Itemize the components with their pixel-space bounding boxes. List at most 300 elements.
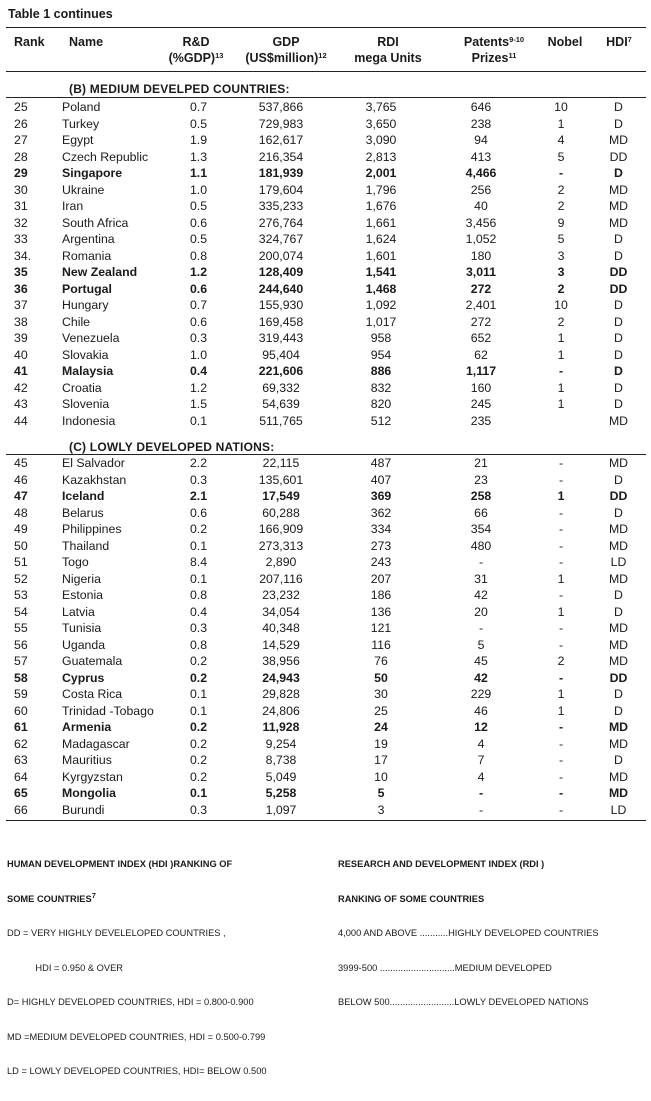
table-row [6, 703, 646, 720]
cell-hdi: MD [608, 456, 629, 470]
cell-hdi: D [614, 472, 623, 487]
cell-rdi: 207 [370, 571, 392, 586]
cell-name: Croatia [62, 380, 102, 395]
top-rule [6, 27, 646, 28]
cell-gdp: 135,601 [258, 472, 304, 487]
cell-hdi: D [614, 588, 623, 602]
cell-rd: 0.5 [189, 232, 208, 246]
cell-name: Cyprus [62, 670, 105, 685]
table-row [6, 99, 646, 116]
table-row [6, 380, 646, 397]
table-row [6, 330, 646, 347]
cell-rank: 42 [14, 380, 28, 395]
cell-hdi: MD [608, 538, 629, 553]
cell-nobel: 4 [557, 133, 565, 147]
cell-rd: 0.8 [189, 637, 208, 652]
cell-rd: 2.2 [189, 456, 208, 470]
cell-patents: - [478, 621, 484, 635]
hdi-footnote-line: LD = LOWLY DEVELOPED COUNTRIES, HDI= BELOW 0.500 [7, 1066, 267, 1076]
table-row [6, 604, 646, 621]
cell-gdp: 221,606 [258, 364, 304, 378]
header-hdi-ref: 7 [627, 35, 632, 44]
cell-hdi: MD [608, 199, 629, 213]
cell-rank: 64 [14, 769, 28, 784]
cell-patents: 480 [470, 538, 492, 553]
cell-rdi: 407 [370, 472, 392, 487]
cell-hdi: DD [609, 265, 628, 279]
header-patents-line2: Prizes [471, 51, 509, 65]
cell-patents: 66 [474, 505, 488, 520]
cell-rank: 32 [14, 215, 28, 230]
cell-nobel: - [558, 166, 564, 180]
cell-name: Portugal [62, 281, 112, 296]
cell-hdi: DD [609, 489, 628, 503]
cell-rank: 31 [14, 199, 28, 213]
cell-name: Chile [62, 314, 91, 329]
cell-rdi: 3,650 [365, 116, 397, 131]
cell-gdp: 8,738 [265, 753, 297, 767]
hdi-footnote-line: HDI = 0.950 & OVER [7, 962, 123, 973]
cell-rank: 55 [14, 621, 28, 635]
cell-rank: 66 [14, 802, 28, 817]
cell-gdp: 319,443 [258, 331, 304, 345]
header-rd-line1: R&D [182, 35, 210, 49]
cell-nobel: 1 [557, 380, 565, 395]
cell-nobel: 2 [557, 182, 565, 197]
header-rank: Rank [14, 35, 45, 49]
cell-hdi: DD [609, 281, 628, 296]
cell-gdp: 24,943 [262, 670, 300, 685]
cell-gdp: 22,115 [262, 456, 300, 470]
cell-nobel: - [558, 522, 564, 536]
cell-hdi: DD [609, 149, 628, 164]
cell-patents: - [478, 555, 484, 569]
cell-name: Thailand [62, 538, 110, 553]
table-row [6, 686, 646, 703]
cell-name: Egypt [62, 133, 94, 147]
cell-gdp: 169,458 [258, 314, 304, 329]
cell-rd: 0.8 [189, 248, 208, 263]
cell-rank: 57 [14, 654, 28, 668]
cell-hdi: MD [608, 413, 629, 428]
header-hdi-label: HDI [606, 35, 628, 49]
cell-rd: 0.1 [189, 413, 208, 428]
cell-name: Ukraine [62, 182, 105, 197]
cell-name: Trinidad -Tobago [62, 703, 154, 718]
cell-hdi: D [614, 100, 623, 114]
cell-name: Mauritius [62, 753, 112, 767]
table-row [6, 505, 646, 522]
table-row [6, 571, 646, 588]
cell-rd: 0.4 [189, 604, 208, 619]
rdi-footnote-heading1: RESEARCH AND DEVELOPMENT INDEX (RDI ) [338, 859, 545, 869]
cell-rd: 0.2 [189, 522, 208, 536]
cell-rd: 0.6 [189, 505, 208, 520]
rdi-footnote [338, 836, 599, 1032]
cell-hdi: MD [608, 736, 629, 751]
cell-patents: 31 [474, 571, 488, 586]
cell-gdp: 729,983 [258, 116, 304, 131]
cell-hdi: MD [608, 786, 629, 800]
cell-rdi: 17 [374, 753, 388, 767]
cell-rdi: 1,468 [365, 281, 397, 296]
cell-gdp: 2,890 [265, 555, 297, 569]
cell-rd: 0.6 [189, 314, 208, 329]
cell-rank: 62 [14, 736, 28, 751]
cell-rd: 1.2 [189, 265, 208, 279]
header-name: Name [69, 35, 104, 49]
table-row [6, 785, 646, 802]
cell-patents: 229 [470, 687, 492, 701]
cell-gdp: 335,233 [258, 199, 304, 213]
cell-rdi: 820 [370, 397, 392, 411]
cell-patents: 42 [474, 670, 488, 685]
cell-hdi: D [614, 505, 623, 520]
cell-name: Iran [62, 199, 84, 213]
cell-rank: 63 [14, 753, 28, 767]
cell-hdi: D [614, 298, 623, 312]
cell-rdi: 136 [370, 604, 392, 619]
header-patents-ref: 9-10 [509, 35, 525, 44]
cell-gdp: 324,767 [258, 232, 304, 246]
cell-name: Guatemala [62, 654, 123, 668]
cell-gdp: 216,354 [258, 149, 304, 164]
hdi-footnote-heading1: HUMAN DEVELOPMENT INDEX (HDI )RANKING OF [7, 859, 233, 869]
cell-nobel: 1 [557, 397, 565, 411]
cell-hdi: DD [609, 670, 628, 685]
cell-rdi: 273 [370, 538, 392, 553]
header-nobel: Nobel [547, 35, 583, 49]
cell-rd: 0.2 [189, 720, 208, 734]
cell-nobel: - [558, 769, 564, 784]
cell-patents: 413 [470, 149, 492, 164]
cell-name: Burundi [62, 802, 105, 817]
cell-name: Czech Republic [62, 149, 149, 164]
cell-rdi: 954 [370, 347, 392, 362]
header-patents-line1: Patents [463, 35, 510, 49]
cell-gdp: 179,604 [258, 182, 304, 197]
cell-rank: 59 [14, 687, 28, 701]
cell-rd: 0.1 [189, 571, 208, 586]
cell-hdi: LD [610, 555, 627, 569]
hdi-footnote-heading2: SOME COUNTRIES [7, 893, 92, 904]
bottom-rule [6, 820, 646, 821]
cell-rd: 0.1 [189, 538, 208, 553]
cell-rank: 25 [14, 100, 28, 114]
cell-rdi: 2,001 [365, 166, 397, 180]
cell-rdi: 1,541 [365, 265, 397, 279]
table-row [6, 215, 646, 232]
cell-hdi: D [614, 248, 623, 263]
cell-rank: 40 [14, 347, 28, 362]
cell-rank: 61 [14, 720, 28, 734]
cell-rdi: 5 [377, 786, 385, 800]
cell-patents: 1,052 [465, 232, 497, 246]
cell-nobel: 5 [557, 232, 565, 246]
table-row [6, 736, 646, 753]
cell-gdp: 200,074 [258, 248, 304, 263]
table-row [6, 347, 646, 364]
cell-rd: 0.4 [189, 364, 208, 378]
cell-rdi: 10 [374, 769, 388, 784]
cell-rd: 1.5 [189, 397, 208, 411]
cell-patents: 3,011 [465, 265, 497, 279]
cell-patents: 646 [470, 100, 492, 114]
cell-nobel: 1 [557, 571, 565, 586]
cell-gdp: 34,054 [262, 604, 300, 619]
cell-name: Uganda [62, 637, 106, 652]
header-hdi [596, 34, 642, 50]
cell-rdi: 3,090 [365, 133, 397, 147]
cell-patents: - [478, 802, 484, 817]
cell-hdi: D [614, 703, 623, 718]
cell-name: Argentina [62, 232, 115, 246]
cell-hdi: D [614, 687, 623, 701]
cell-hdi: D [614, 397, 623, 411]
cell-patents: 12 [474, 720, 488, 734]
cell-rank: 56 [14, 637, 28, 652]
cell-nobel: 3 [557, 248, 565, 263]
cell-name: Mongolia [62, 786, 116, 800]
cell-gdp: 537,866 [258, 100, 304, 114]
table-row [6, 116, 646, 133]
cell-patents: 4 [477, 736, 485, 751]
cell-rdi: 24 [374, 720, 388, 734]
cell-hdi: D [614, 380, 623, 395]
table-row [6, 472, 646, 489]
cell-rank: 46 [14, 472, 28, 487]
cell-rdi: 116 [371, 637, 391, 652]
cell-nobel: 1 [557, 347, 565, 362]
cell-rdi: 1,796 [365, 182, 397, 197]
cell-rank: 28 [14, 149, 28, 164]
cell-nobel: - [558, 637, 564, 652]
table-row [6, 363, 646, 380]
cell-name: Armenia [62, 720, 112, 734]
cell-rdi: 1,676 [365, 199, 397, 213]
cell-name: Belarus [62, 505, 104, 520]
cell-rd: 0.6 [189, 215, 208, 230]
header-patents [444, 34, 544, 66]
header-rd [156, 34, 236, 66]
cell-gdp: 273,313 [258, 538, 304, 553]
cell-rdi: 1,624 [365, 232, 397, 246]
cell-rd: 0.8 [189, 588, 208, 602]
cell-rd: 0.2 [189, 654, 208, 668]
cell-patents: 652 [470, 331, 492, 345]
header-rdi-line2: mega Units [354, 51, 422, 65]
table-row [6, 132, 646, 149]
cell-rank: 50 [14, 538, 28, 553]
cell-rd: 1.9 [189, 133, 208, 147]
cell-rdi: 958 [370, 331, 392, 345]
cell-nobel: 2 [557, 314, 565, 329]
cell-nobel: 10 [554, 298, 568, 312]
header-rule [6, 71, 646, 72]
lowly-developed-table [6, 455, 646, 818]
cell-name: Tunisia [62, 621, 102, 635]
cell-hdi: MD [608, 637, 629, 652]
cell-rdi: 121 [370, 621, 392, 635]
cell-name: Philippines [62, 522, 122, 536]
table-row [6, 670, 646, 687]
cell-gdp: 17,549 [262, 489, 300, 503]
cell-gdp: 5,049 [265, 769, 297, 784]
cell-rdi: 334 [370, 522, 392, 536]
table-row [6, 264, 646, 281]
rdi-footnote-line: 3999-500 .............................MEDIUM DEVELOPED [338, 962, 552, 973]
cell-rd: 0.3 [189, 472, 208, 487]
table-row [6, 752, 646, 769]
cell-hdi: D [614, 166, 623, 180]
cell-name: Slovenia [62, 397, 110, 411]
cell-hdi: D [614, 753, 623, 767]
cell-hdi: MD [608, 769, 629, 784]
table-row [6, 165, 646, 182]
cell-gdp: 181,939 [258, 166, 304, 180]
cell-rdi: 50 [374, 670, 388, 685]
rdi-footnote-line: BELOW 500.........................LOWLY DEVELOPED NATIONS [338, 997, 589, 1007]
cell-patents: 40 [474, 199, 488, 213]
cell-name: Malaysia [62, 364, 114, 378]
cell-rdi: 362 [370, 505, 392, 520]
cell-rdi: 1,601 [365, 248, 397, 263]
cell-name: Turkey [62, 116, 100, 131]
cell-gdp: 38,956 [262, 654, 300, 668]
table-row [6, 620, 646, 637]
cell-hdi: D [614, 347, 623, 362]
cell-rdi: 512 [370, 413, 392, 428]
cell-nobel: - [558, 786, 564, 800]
cell-rank: 53 [14, 588, 28, 602]
table-row [6, 521, 646, 538]
cell-name: Hungary [62, 298, 109, 312]
cell-nobel: 1 [557, 489, 565, 503]
table-row [6, 149, 646, 166]
table-row [6, 587, 646, 604]
cell-rd: 0.3 [189, 802, 208, 817]
rdi-footnote-line: 4,000 AND ABOVE ...........HIGHLY DEVELOPED COUNTRIES [338, 928, 599, 938]
table-row [6, 653, 646, 670]
cell-rank: 54 [14, 604, 28, 619]
cell-name: Madagascar [62, 736, 130, 751]
cell-gdp: 244,640 [258, 281, 304, 296]
cell-nobel: - [558, 472, 564, 487]
cell-hdi: MD [608, 571, 629, 586]
section-heading-lowly: (C) LOWLY DEVELOPED NATIONS: [69, 440, 275, 454]
cell-nobel: 1 [557, 116, 565, 131]
cell-name: Singapore [62, 166, 123, 180]
cell-name: Romania [62, 248, 112, 263]
cell-hdi: MD [608, 133, 629, 147]
cell-patents: 180 [470, 248, 492, 263]
cell-patents: 7 [477, 753, 485, 767]
header-gdp-ref: 12 [318, 51, 327, 60]
cell-hdi: MD [608, 621, 629, 635]
cell-rdi: 886 [370, 364, 392, 378]
cell-rank: 34. [14, 248, 32, 263]
cell-gdp: 95,404 [262, 347, 300, 362]
table-row [6, 297, 646, 314]
cell-rd: 1.0 [189, 182, 208, 197]
cell-gdp: 162,617 [258, 133, 304, 147]
cell-rank: 41 [14, 364, 28, 378]
hdi-footnote-ref: 7 [91, 890, 96, 900]
cell-rank: 60 [14, 703, 28, 718]
cell-nobel: 1 [557, 703, 565, 718]
cell-gdp: 60,288 [262, 505, 300, 520]
cell-name: Iceland [62, 489, 105, 503]
cell-rd: 0.7 [189, 298, 208, 312]
cell-hdi: D [614, 232, 623, 246]
cell-rdi: 369 [370, 489, 392, 503]
cell-patents: 258 [470, 489, 492, 503]
cell-rank: 48 [14, 505, 28, 520]
cell-rdi: 487 [370, 456, 392, 470]
header-rdi [340, 34, 436, 66]
cell-name: Latvia [62, 604, 95, 619]
header-gdp [236, 34, 336, 66]
cell-patents: 3,456 [465, 215, 497, 230]
cell-rdi: 19 [374, 736, 388, 751]
cell-patents: 354 [470, 522, 492, 536]
cell-nobel [531, 413, 591, 430]
cell-patents: 2,401 [465, 298, 497, 312]
cell-rank: 35 [14, 265, 28, 279]
cell-nobel: - [558, 670, 564, 685]
cell-patents: 1,117 [465, 364, 497, 378]
hdi-footnote-line: DD = VERY HIGHLY DEVELELOPED COUNTRIES , [7, 928, 226, 938]
cell-rank: 51 [14, 555, 28, 569]
table-row [6, 554, 646, 571]
cell-rd: 0.3 [189, 331, 208, 345]
cell-nobel: 10 [554, 100, 568, 114]
hdi-footnote-line: MD =MEDIUM DEVELOPED COUNTRIES, HDI = 0.500-0.799 [7, 1031, 266, 1042]
cell-rank: 65 [14, 786, 28, 800]
cell-hdi: D [614, 116, 623, 131]
cell-nobel: - [558, 555, 564, 569]
cell-name: Costa Rica [62, 687, 123, 701]
cell-rank: 47 [14, 489, 28, 503]
table-row [6, 231, 646, 248]
cell-hdi: D [614, 364, 623, 378]
cell-patents: 42 [474, 588, 488, 602]
cell-rd: 1.0 [189, 347, 208, 362]
cell-nobel: 2 [557, 199, 565, 213]
cell-rd: 1.1 [189, 166, 208, 180]
cell-rank: 49 [14, 522, 28, 536]
cell-rd: 0.2 [189, 753, 208, 767]
cell-hdi: LD [610, 802, 627, 817]
cell-name: Slovakia [62, 347, 109, 362]
table-row [6, 314, 646, 331]
cell-gdp: 207,116 [259, 571, 303, 586]
cell-nobel: - [558, 364, 564, 378]
table-row [6, 198, 646, 215]
cell-nobel: - [558, 802, 564, 817]
cell-name: Kazakhstan [62, 472, 127, 487]
cell-rdi: 832 [370, 380, 392, 395]
hdi-footnote-line: D= HIGHLY DEVELOPED COUNTRIES, HDI = 0.800-0.900 [7, 997, 254, 1007]
cell-rd: 0.2 [189, 736, 208, 751]
cell-rd: 0.5 [189, 199, 208, 213]
cell-rank: 30 [14, 182, 28, 197]
cell-hdi: MD [608, 182, 629, 197]
cell-rd: 0.1 [189, 703, 208, 718]
cell-nobel: - [558, 588, 564, 602]
cell-name: New Zealand [62, 265, 138, 279]
cell-nobel: 1 [557, 687, 565, 701]
